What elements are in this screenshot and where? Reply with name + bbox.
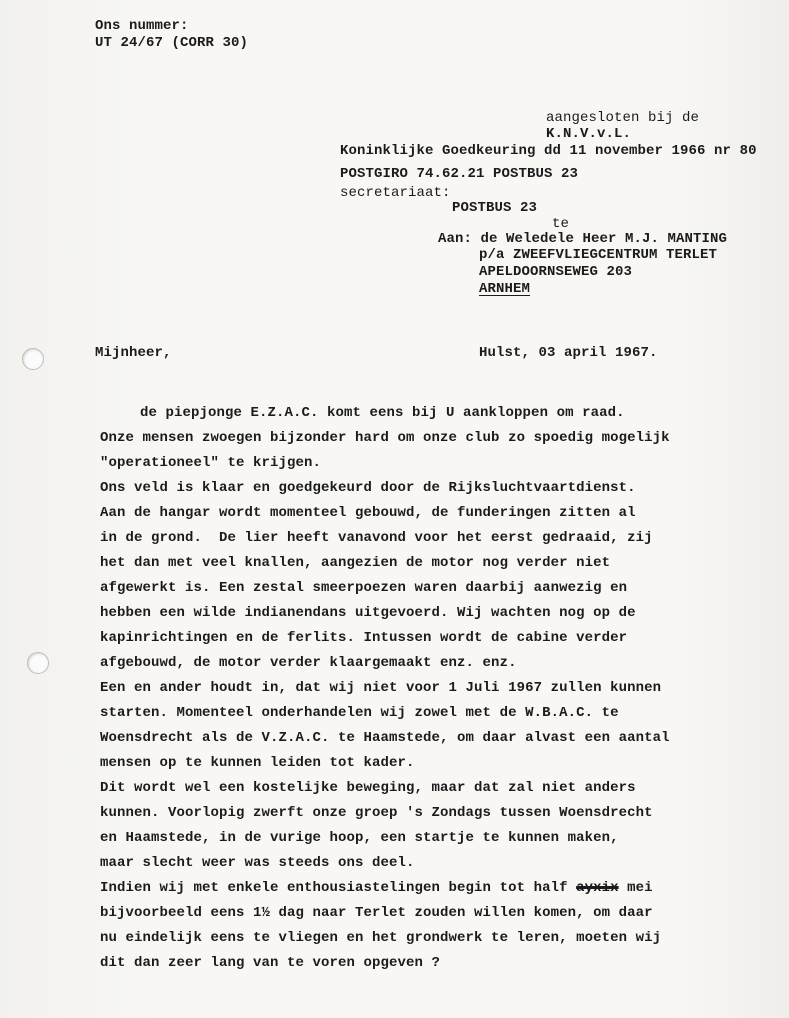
body-line: dit dan zeer lang van te voren opgeven ? [100,955,441,971]
postgiro: POSTGIRO 74.62.21 POSTBUS 23 [340,166,579,182]
body-line: bijvoorbeeld eens 1½ dag naar Terlet zouden willen komen, om daar [100,905,653,921]
body-line: afgewerkt is. Een zestal smeerpoezen waren daarbij aanwezig en [100,580,628,596]
body-text-segment: mei [618,880,653,896]
place-date: Hulst, 03 april 1967. [479,345,658,361]
body-line: en Haamstede, in de vurige hoop, een startje te kunnen maken, [100,830,619,846]
recipient-name: Aan: de Weledele Heer M.J. MANTING [438,231,728,247]
body-line: starten. Momenteel onderhandelen wij zowel met de W.B.A.C. te [100,705,619,721]
body-line: de piepjonge E.Z.A.C. komt eens bij U aankloppen om raad. [140,405,625,421]
punch-hole-bottom [27,652,49,674]
recipient-street: APELDOORNSEWEG 203 [479,264,633,280]
salutation: Mijnheer, [95,345,172,361]
royal-approval: Koninklijke Goedkeuring dd 11 november 1966 nr 80 [340,143,757,159]
body-line: afgebouwd, de motor verder klaargemaakt enz. enz. [100,655,517,671]
recipient-city: ARNHEM [479,281,531,297]
body-line: het dan met veel knallen, aangezien de motor nog verder niet [100,555,611,571]
secretariat-te: te [552,216,570,232]
body-line: Onze mensen zwoegen bijzonder hard om onze club zo spoedig mogelijk [100,430,670,446]
body-line: Een en ander houdt in, dat wij niet voor 1 Juli 1967 zullen kunnen [100,680,662,696]
body-line: Aan de hangar wordt momenteel gebouwd, de funderingen zitten al [100,505,636,521]
body-line: hebben een wilde indianendans uitgevoerd. Wij wachten nog op de [100,605,636,621]
recipient-care-of: p/a ZWEEFVLIEGCENTRUM TERLET [479,247,718,263]
body-text-segment: Indien wij met enkele enthousiastelingen begin tot half [100,880,577,896]
secretariat-postbus: POSTBUS 23 [452,200,538,216]
body-line: kunnen. Voorlopig zwerft onze groep 's Zondags tussen Woensdrecht [100,805,653,821]
affiliation-line-1: aangesloten bij de [546,110,700,126]
body-line: kapinrichtingen en de ferlits. Intussen wordt de cabine verder [100,630,628,646]
affiliation-line-2: K.N.V.v.L. [546,126,632,142]
body-line: maar slecht weer was steeds ons deel. [100,855,415,871]
body-line: mensen op te kunnen leiden tot kader. [100,755,415,771]
body-line: in de grond. De lier heeft vanavond voor het eerst gedraaid, zij [100,530,653,546]
secretariat-label: secretariaat: [340,185,451,201]
body-line: nu eindelijk eens te vliegen en het grondwerk te leren, moeten wij [100,930,662,946]
reference-label: Ons nummer: [95,18,189,34]
body-line: "operationeel" te krijgen. [100,455,322,471]
body-line: Ons veld is klaar en goedgekeurd door de Rijksluchtvaartdienst. [100,480,636,496]
punch-hole-top [22,348,44,370]
struck-out-text: ayxix [576,880,619,896]
reference-number: UT 24/67 (CORR 30) [95,35,249,51]
body-line: Woensdrecht als de V.Z.A.C. te Haamstede, om daar alvast een aantal [100,730,670,746]
body-line-with-strikeout [100,880,653,896]
body-line: Dit wordt wel een kostelijke beweging, maar dat zal niet anders [100,780,636,796]
